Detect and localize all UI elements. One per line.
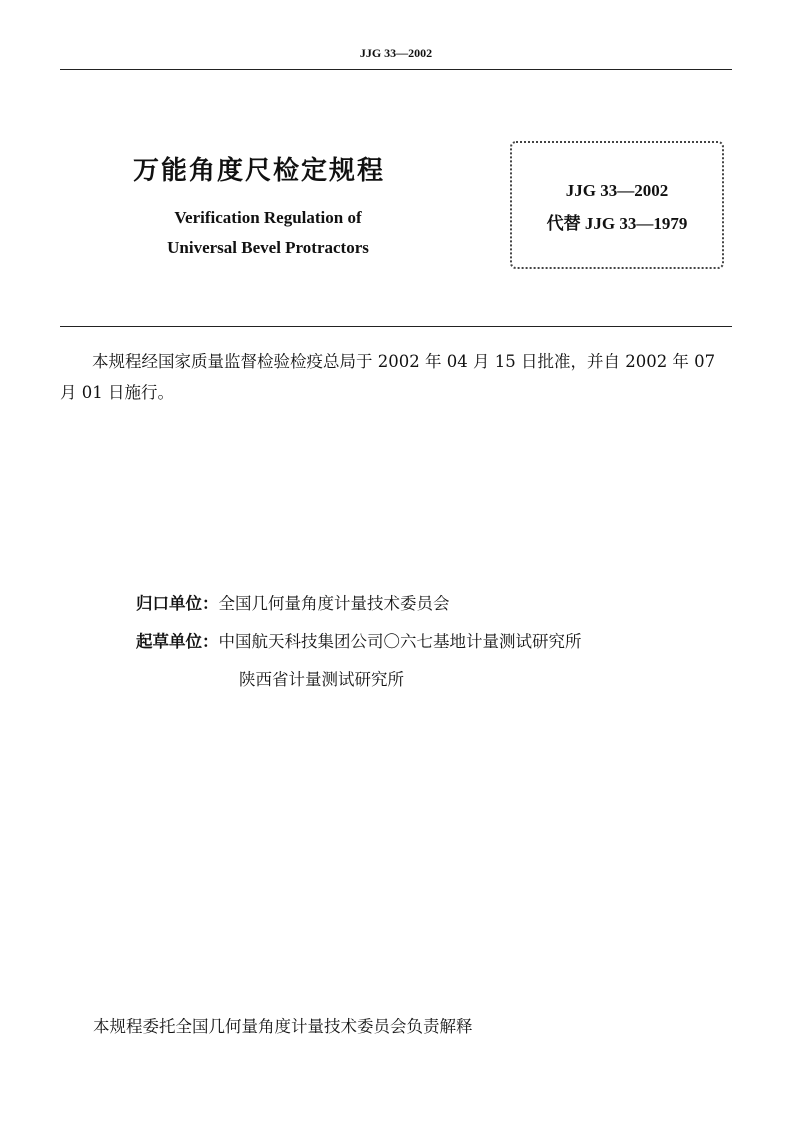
replaces-code: 代替 JJG 33—1979 (546, 214, 688, 233)
title-english-line1: Verification Regulation of (174, 208, 362, 227)
responsible-unit-row (136, 590, 450, 614)
title-chinese: 万能角度尺检定规程 (133, 156, 386, 186)
standard-code: JJG 33—2002 (565, 181, 669, 200)
approval-statement: 本规程经国家质量监督检验检疫总局于 2002 年 04 月 15 日批准，并自 2002 年 07 月 01 日施行。 (60, 352, 716, 402)
drafting-unit-label: 起草单位： (136, 632, 219, 651)
drafting-unit-row (136, 628, 582, 652)
drafting-unit-value-2: 陕西省计量测试研究所 (239, 670, 404, 689)
title-rule (60, 326, 732, 327)
responsible-unit-label: 归口单位： (136, 594, 219, 613)
standard-number-box (510, 141, 724, 269)
header-rule (60, 69, 732, 70)
responsible-unit-value: 全国几何量角度计量技术委员会 (218, 594, 450, 613)
header-code: JJG 33—2002 (359, 46, 433, 60)
interpretation-statement: 本规程委托全国几何量角度计量技术委员会负责解释 (93, 1017, 473, 1036)
title-english-line2: Universal Bevel Protractors (167, 238, 369, 257)
drafting-unit-value-1: 中国航天科技集团公司〇六七基地计量测试研究所 (218, 632, 582, 651)
